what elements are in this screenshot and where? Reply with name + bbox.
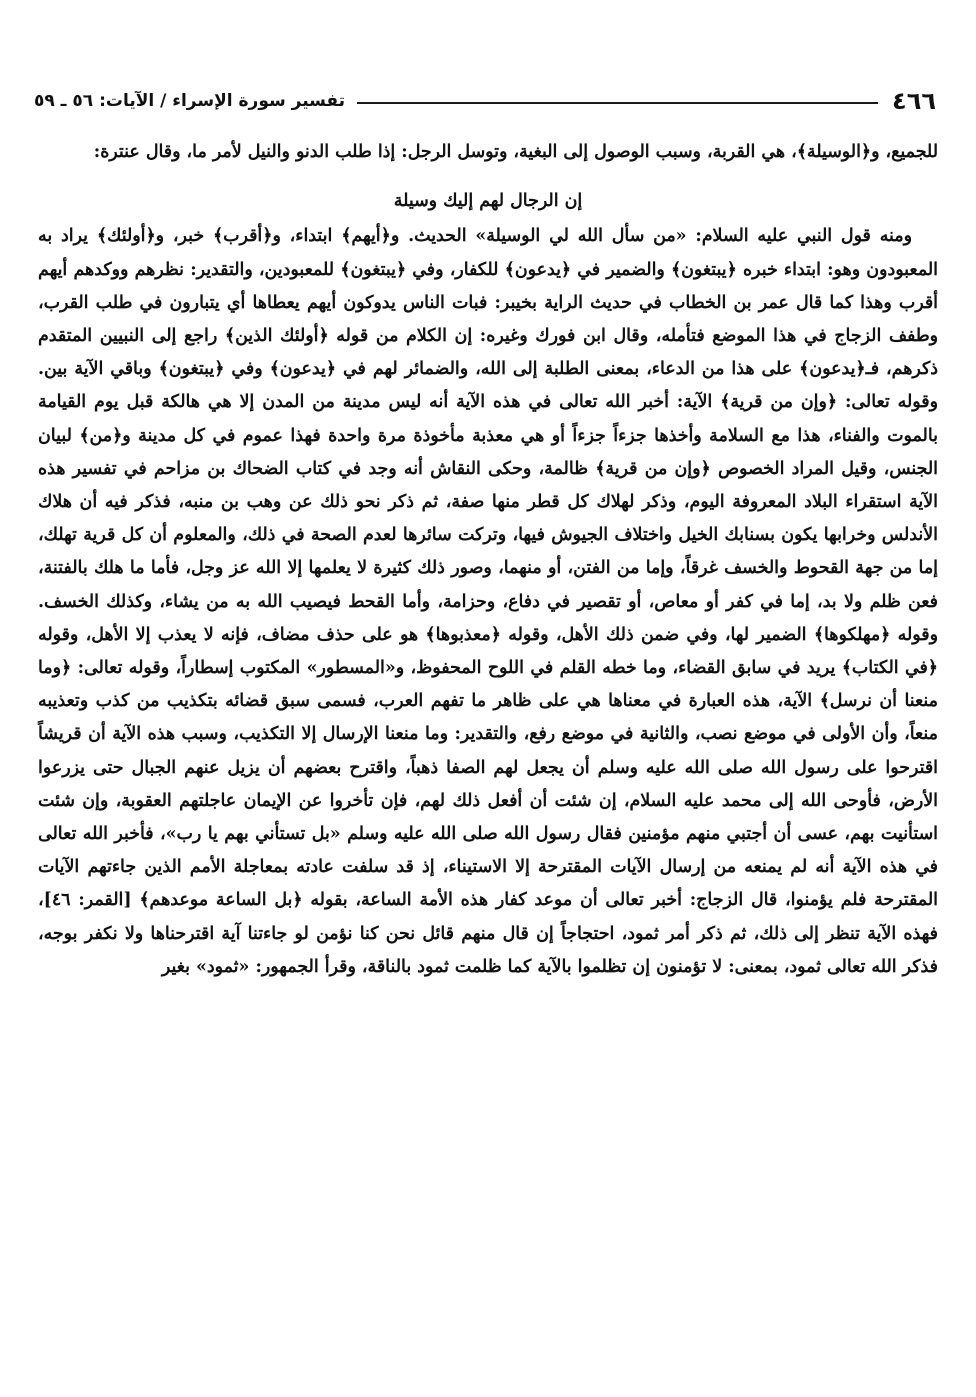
paragraph-intro: للجميع، و﴿الوسيلة﴾، هي القربة، وسبب الوصول إلى البغية، وتوسل الرجل: إذا طلب الدنو والنيل لأمر ما، وقال عنترة:: [93, 142, 938, 162]
page-number: ٤٦٦: [892, 87, 936, 115]
header-rule: [357, 102, 878, 104]
poetry-verse: إن الرجال لهم إليك وسيلة: [393, 191, 583, 212]
body-text: [38, 136, 938, 984]
paragraph-commentary: ومنه قول النبي عليه السلام: «من سأل الله لي الوسيلة» الحديث. و﴿أيهم﴾ ابتداء، و﴿أقرب﴾ خبر، و﴿أولئك﴾ يراد به المعبودون وهو: ابتداء خبره ﴿يبتغون﴾ والضمير في ﴿يدعون﴾ للكفار، وفي ﴿يبتغون﴾ للمعبودين، والتقدير: نظرهم ووكدهم أيهم أقرب وهذا كما قال عمر بن الخطاب في حديث الراية بخيبر: فبات الناس يدوكون أيهم يعطاها أي يتبارون في طلب القرب، وطفف الزجاج في هذا الموضع فتأمله، وقال ابن فورك وغيره: إن الكلام من قوله ﴿أولئك الذين﴾ راجع إلى النبيين المتقدم ذكرهم، فـ﴿يدعون﴾ على هذا من الدعاء، بمعنى الطلبة إلى الله، والضمائر لهم في ﴿يدعون﴾ وفي ﴿يبتغون﴾ وباقي الآية بين. وقوله تعالى: ﴿وإن من قرية﴾ الآية: أخبر الله تعالى في هذه الآية أنه ليس مدينة من المدن إلا هي هالكة قبل يوم القيامة بالموت والفناء، هذا مع السلامة وأخذها جزءاً جزءاً أو هي معذبة مأخوذة مرة واحدة فهذا عموم في كل مدينة و﴿من﴾ لبيان الجنس، وقيل المراد الخصوص ﴿وإن من قرية﴾ ظالمة، وحكى النقاش أنه وجد في كتاب الضحاك بن مزاحم في تفسير هذه الآية استقراء البلاد المعروفة اليوم، وذكر لهلاك كل قطر منها صفة، ثم ذكر نحو ذلك عن وهب بن منبه، فذكر فيه أن هلاك الأندلس وخرابها يكون بسنابك الخيل واختلاف الجيوش فيها، وتركت سائرها لعدم الصحة في ذلك، والمعلوم أن كل قرية تهلك، إما من جهة القحوط والخسف غرقاً، وإما من الفتن، أو منهما، وصور ذلك كثيرة لا يعلمها إلا الله عز وجل، فأما ما هلك بالفتنة، فعن ظلم ولا بد، إما في كفر أو معاص، أو تقصير في دفاع، وحزامة، وأما القحط فيصيب الله به من يشاء، وكذلك الخسف. وقوله ﴿مهلكوها﴾ الضمير لها، وفي ضمن ذلك الأهل، وقوله ﴿معذبوها﴾ هو على حذف مضاف، فإنه لا يعذب إلا الأهل، وقوله ﴿في الكتاب﴾ يريد في سابق القضاء، وما خطه القلم في اللوح المحفوظ، و«المسطور» المكتوب إسطاراً، وقوله تعالى: ﴿وما منعنا أن نرسل﴾ الآية، هذه العبارة في معناها هي على ظاهر ما تفهم العرب، فسمى سبق قضائه بتكذيب من كذب وتعذيبه منعاً، وأن الأولى في موضع نصب، والثانية في موضع رفع، والتقدير: وما منعنا الإرسال إلا التكذيب، وسبب هذه الآية أن قريشاً اقترحوا على رسول الله صلى الله عليه وسلم أن يجعل لهم الصفا ذهباً، واقترح بعضهم أن يزيل عنهم الجبال حتى يزرعوا الأرض، فأوحى الله إلى محمد عليه السلام، إن شئت أن أفعل ذلك لهم، فإن تأخروا عن الإيمان عاجلتهم العقوبة، وإن شئت استأنيت بهم، عسى أن أجتبي منهم مؤمنين فقال رسول الله صلى الله عليه وسلم «بل تستأني بهم يا رب»، فأخبر الله تعالى في هذه الآية أنه لم يمنعه من إرسال الآيات المقترحة إلا الاستيناء، إذ قد سلفت عادته بمعاجلة الأمم الذين جاءتهم الآيات المقترحة فلم يؤمنوا، قال الزجاج: أخبر تعالى أن موعد كفار هذه الأمة الساعة، بقوله ﴿بل الساعة موعدهم﴾ [القمر: ٤٦]، فهذه الآية تنظر إلى ذلك، ثم ذكر أمر ثمود، احتجاجاً إن قال منهم قائل نحن كنا نؤمن لو جاءتنا آية اقترحناها ولا نكفر بوجه، فذكر الله تعالى ثمود، بمعنى: لا تؤمنون إن تظلموا بالآية كما ظلمت ثمود بالناقة، وقرأ الجمهور: «ثمود» بغير: [38, 226, 939, 977]
running-title: تفسير سورة الإسراء / الآيات: ٥٦ ـ ٥٩: [34, 91, 346, 111]
page-header: [34, 86, 936, 116]
